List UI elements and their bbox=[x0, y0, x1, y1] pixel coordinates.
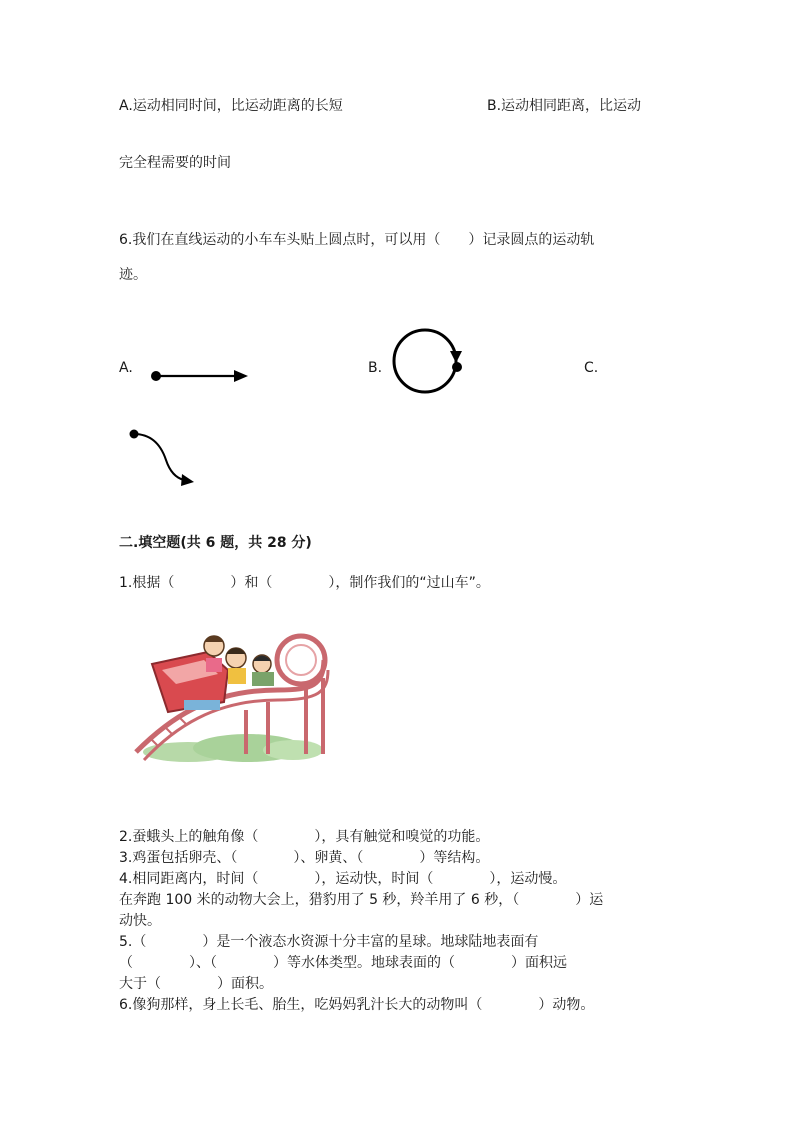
curved-arrow-trajectory bbox=[126, 426, 206, 486]
q5-option-a: A.运动相同时间，比运动距离的长短 bbox=[119, 98, 343, 114]
fill-q2: 2.蚕蛾头上的触角像（ ），具有触觉和嗅觉的功能。 bbox=[119, 829, 490, 845]
fill-q5-line3: 大于（ ）面积。 bbox=[119, 976, 273, 992]
section-title-fill-in: 二.填空题(共 6 题，共 28 分) bbox=[119, 535, 312, 551]
circular-trajectory bbox=[392, 326, 472, 398]
q5-option-b-continued: 完全程需要的时间 bbox=[119, 155, 231, 171]
fill-q5-line2: （ ）、（ ）等水体类型。地球表面的（ ）面积远 bbox=[119, 955, 567, 971]
straight-arrow-trajectory bbox=[148, 366, 248, 386]
fill-q4-line2: 在奔跑 100 米的动物大会上，猎豹用了 5 秒，羚羊用了 6 秒，（ ）运 bbox=[119, 892, 604, 908]
fill-q6: 6.像狗那样，身上长毛、胎生，吃妈妈乳汁长大的动物叫（ ）动物。 bbox=[119, 997, 595, 1013]
fill-q4-line1: 4.相同距离内，时间（ ），运动快，时间（ ），运动慢。 bbox=[119, 871, 567, 887]
q6-text-line1: 6.我们在直线运动的小车车头贴上圆点时，可以用（ ）记录圆点的运动轨 bbox=[119, 232, 595, 248]
fill-q4-line3: 动快。 bbox=[119, 913, 161, 929]
q6-text-line2: 迹。 bbox=[119, 267, 147, 283]
roller-coaster-illustration bbox=[128, 630, 328, 770]
fill-q1: 1.根据（ ）和（ ），制作我们的“过山车”。 bbox=[119, 575, 490, 591]
q6-option-b-label: B. bbox=[368, 360, 383, 376]
fill-q5-line1: 5.（ ）是一个液态水资源十分丰富的星球。地球陆地表面有 bbox=[119, 934, 539, 950]
q6-option-c-label: C. bbox=[584, 360, 599, 376]
q6-option-a-label: A. bbox=[119, 360, 133, 376]
q5-option-b: B.运动相同距离，比运动 bbox=[487, 98, 642, 114]
fill-q3: 3.鸡蛋包括卵壳、（ ）、卵黄、（ ）等结构。 bbox=[119, 850, 490, 866]
